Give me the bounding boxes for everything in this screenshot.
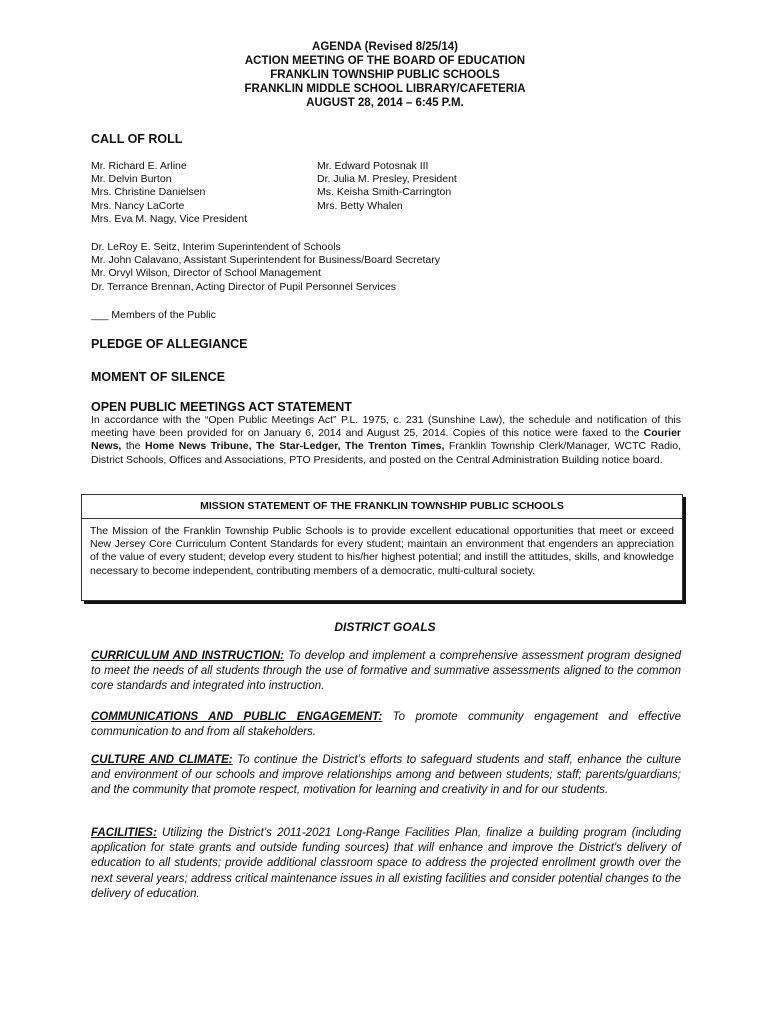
mission-text: The Mission of the Franklin Township Public Schools is to provide excellent educational opportunities that meet or exceed New Jersey Core Curriculum Content Standards for every student; maintain an environment that engenders an appreciation of the value of every student; develop every student to his/her highest potential; and instill the attitudes, skills, and knowledge necessary to become independent, contributing members of a democratic, multi-cultural society. (90, 525, 674, 577)
header-meeting-line: ACTION MEETING OF THE BOARD OF EDUCATION (244, 55, 526, 67)
roll-list (91, 160, 691, 226)
goal-heading: CULTURE AND CLIMATE: (91, 754, 233, 766)
call-of-roll-heading: CALL OF ROLL (91, 132, 183, 146)
goal-text: Utilizing the District’s 2011-2021 Long-Range Facilities Plan, finalize a building program (including application for state grants and outside funding sources) that will enhance and improve the District's delivery of education to all students; provide additional classroom space to address the projected enrollment growth over the next several years; address critical maintenance issues in all existing facilities and consider potential changes to the delivery of education. (91, 827, 681, 900)
goal-heading: CURRICULUM AND INSTRUCTION: (91, 650, 285, 662)
goal-communications (91, 710, 681, 740)
roll-column-left (91, 160, 317, 226)
opma-newspapers: Home News Tribune, The Star-Ledger, The Trenton Times, (145, 440, 445, 453)
roll-member: Mrs. Christine Danielsen (91, 186, 206, 199)
opma-statement (91, 414, 681, 467)
goal-heading: FACILITIES: (91, 827, 157, 839)
staff-member: Mr. John Calavano, Assistant Superintendent for Business/Board Secretary (91, 254, 441, 267)
opma-heading: OPEN PUBLIC MEETINGS ACT STATEMENT (91, 400, 352, 414)
members-of-public: ___ Members of the Public (91, 309, 216, 321)
header-agenda-line: AGENDA (Revised 8/25/14) (312, 41, 458, 53)
agenda-header (0, 40, 770, 110)
opma-text-part: the (121, 440, 146, 453)
goal-culture (91, 753, 681, 799)
goal-facilities (91, 826, 681, 902)
roll-member: Mr. Edward Potosnak III (317, 160, 429, 172)
header-location-line: FRANKLIN MIDDLE SCHOOL LIBRARY/CAFETERIA (244, 83, 526, 95)
roll-member: Mr. Delvin Burton (91, 173, 172, 186)
goal-text: To promote community engagement and effective communication to and from all stakeholders. (91, 711, 681, 739)
roll-member: Mrs. Nancy LaCorte (91, 199, 185, 212)
goal-text: To continue the District’s efforts to safeguard students and staff, enhance the culture and environment of our schools and improve relationships among and between students; staff; parents/guardians; and the community that promote respect, motivation for learning and creativity in and for our students. (91, 754, 681, 797)
opma-courier-news: Courier News, (91, 427, 681, 453)
goal-curriculum (91, 649, 681, 695)
pledge-heading: PLEDGE OF ALLEGIANCE (91, 337, 248, 351)
staff-member: Mr. Orvyl Wilson, Director of School Management (91, 267, 321, 280)
goal-heading: COMMUNICATIONS AND PUBLIC ENGAGEMENT: (91, 711, 383, 723)
header-date-line: AUGUST 28, 2014 – 6:45 P.M. (306, 97, 464, 109)
roll-member: Mrs. Eva M. Nagy, Vice President (91, 212, 247, 225)
roll-column-right (317, 160, 457, 226)
roll-member: Mr. Richard E. Arline (91, 160, 187, 172)
silence-heading: MOMENT OF SILENCE (91, 370, 226, 384)
opma-text-part: In accordance with the “Open Public Meetings Act” P.L. 1975, c. 231 (Sunshine Law), the schedule and notification of this meeting have been provided for on January 6, 2014 and August 25, 2014. Copies of this notice were faxed to the (91, 414, 681, 440)
staff-member: Dr. LeRoy E. Seitz, Interim Superintendent of Schools (91, 241, 341, 253)
district-goals-heading: DISTRICT GOALS (334, 620, 436, 634)
roll-member: Dr. Julia M. Presley, President (317, 173, 457, 186)
roll-member: Ms. Keisha Smith-Carrington (317, 186, 452, 199)
mission-title: MISSION STATEMENT OF THE FRANKLIN TOWNSHIP PUBLIC SCHOOLS (82, 495, 682, 519)
staff-list (91, 241, 440, 294)
header-district-line: FRANKLIN TOWNSHIP PUBLIC SCHOOLS (270, 69, 500, 81)
goal-text: To develop and implement a comprehensive assessment program designed to meet the needs of all students through the use of formative and summative assessments aligned to the common core standards and integrated into instruction. (91, 650, 681, 693)
roll-member: Mrs. Betty Whalen (317, 199, 403, 212)
staff-member: Dr. Terrance Brennan, Acting Director of Pupil Personnel Services (91, 280, 397, 293)
mission-statement-box (81, 494, 683, 601)
opma-text-part: Franklin Township Clerk/Manager, WCTC Radio, District Schools, Offices and Associations, PTO Presidents, and posted on the Central Administration Building notice board. (91, 440, 681, 466)
